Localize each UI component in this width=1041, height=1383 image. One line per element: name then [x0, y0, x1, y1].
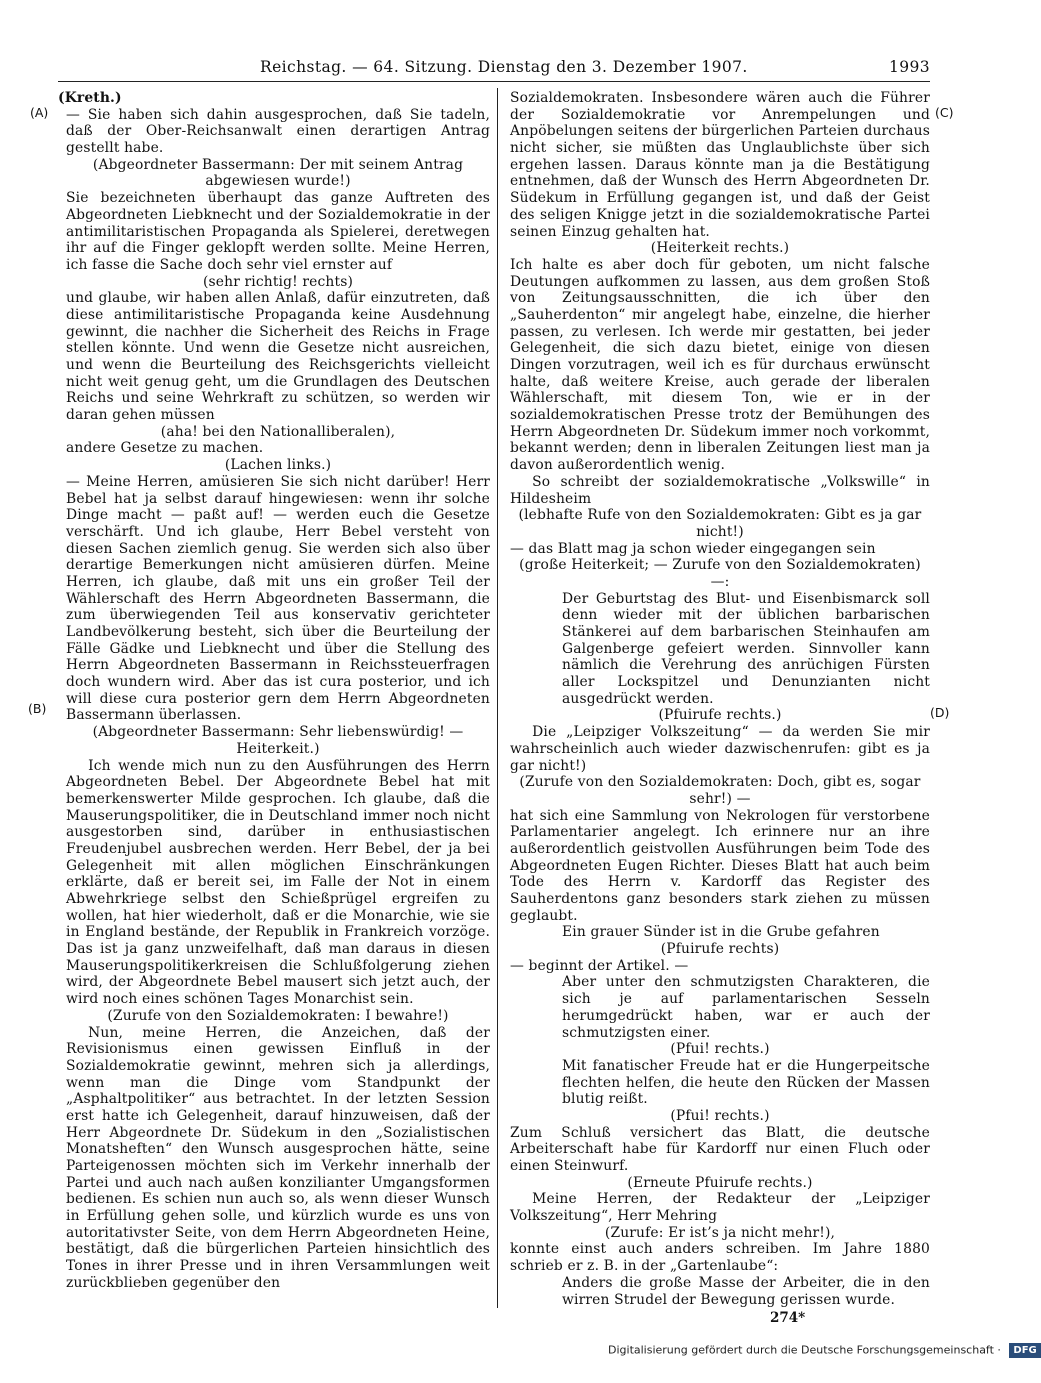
paragraph: So schreibt der sozialdemokratische „Volkswille“ in Hildesheim [510, 473, 930, 507]
credit-text: Digitalisierung gefördert durch die Deutsche Forschungsgemeinschaft · [608, 1343, 1001, 1357]
interjection: (Lachen links.) [224, 457, 332, 474]
interjection: (Abgeordneter Bassermann: Sehr liebenswürdig! — Heiterkeit.) [92, 724, 464, 757]
interjection: (sehr richtig! rechts) [202, 273, 353, 290]
quotation: Der Geburtstag des Blut- und Eisenbismarck soll denn wieder mit der üblichen barbarischen Stänkerei auf dem barbarischen Steinhaufen am Galgenberge gefeiert werden. Sinnvoller kann nämlich die Verehrung des anrüchigen Fürsten aller Lockspitzel und Denunzianten nicht ausgedrückt werden. [562, 590, 930, 707]
paragraph: Meine Herren, der Redakteur der „Leipziger Volkszeitung“, Herr Mehring [510, 1191, 930, 1225]
left-column [58, 90, 490, 1292]
interjection: (Abgeordneter Bassermann: Der mit seinem Antrag abgewiesen wurde!) [92, 156, 464, 190]
interjection: (Pfuirufe rechts) [660, 941, 780, 958]
column-divider [497, 88, 498, 1308]
dfg-logo: DFG [1009, 1343, 1040, 1358]
page-number: 1993 [888, 58, 930, 76]
paragraph: — Sie haben sich dahin ausgesprochen, daß Sie tadeln, daß der Ober-Reichsanwalt einen derartigen Antrag gestellt habe. [66, 106, 490, 157]
speaker-label: (Kreth.) [58, 90, 122, 106]
paragraph: — Meine Herren, amüsieren Sie sich nicht darüber! Herr Bebel hat ja selbst darauf hingewiesen: wenn ihr solche Dinge macht — paßt auf! — werden euch die Gesetze verschärft. Und ich glaube, Herr Bebel versteht von diesen Sachen ziemlich genug. Sie werden sich also über derartige Bemerkungen nicht amüsieren dürfen. Meine Herren, ich glaube, daß mit uns ein großer Teil der Wählerschaft des Herrn Abgeordneten Bassermann, die zum überwiegenden Teil aus konservativ gerichteter Landbevölkerung besteht, sich über die Beurteilung der Fälle Gädke und Liebknecht und über die Stellung des Herrn Abgeordneten Bassermann in Reichssteuerfragen doch wundern wird. Aber das ist cura posterior, und ich will diese cura posterior gern dem Herrn Abgeordneten Bassermann überlassen. [66, 473, 490, 724]
paragraph: hat sich eine Sammlung von Nekrologen für verstorbene Parlamentarier angelegt. Ich erinnere nur an ihre außerordentlich geistvollen Ausführungen beim Tode des Abgeordneten Eugen Richter. Dieses Blatt hat auch beim Tode des Herrn v. Kardorff das Register des Sauherdentons ganz besonders stark ziehen zu müssen geglaubt. [510, 807, 930, 924]
interjection: (Zurufe von den Sozialdemokraten: Doch, gibt es, sogar sehr!) — [519, 774, 921, 807]
interjection: (Pfui! rechts.) [670, 1107, 770, 1124]
quotation: Mit fanatischer Freude hat er die Hungerpeitsche flechten helfen, die heute den Rücken der Massen blutig reißt. [562, 1057, 930, 1108]
paragraph: Ich wende mich nun zu den Ausführungen des Herrn Abgeordneten Bebel. Der Abgeordnete Bebel hat mit bemerkenswerter Milde gesprochen. Ich glaube, daß die Mauserungspolitiker, die in Deutschland immer noch nicht ausgestorben sind, darüber in enthusiastischen Freudenjubel ausbrechen werden. Herr Bebel, der ja bei Gelegenheit mit allen möglichen Einschränkungen erklärte, daß er bereit sei, im Falle der Not in einem Abwehrkriege selbst den Schießprügel ergreifen zu wollen, hat hier wiederholt, daß er die Monarchie, wie sie in England bestände, der Republik in Frankreich vorzöge. Das ist ja ganz unzweifelhaft, daß man daraus in diesen Mauserungspolitikerkreisen die Schlußfolgerung ziehen wird, der Abgeordnete Bebel mausert sich jetzt auch, der wird noch eines schönen Tages Monarchist sein. [66, 757, 490, 1008]
paragraph: Zum Schluß versichert das Blatt, die deutsche Arbeiterschaft habe für Kardorff nur einen Fluch oder einen Steinwurf. [510, 1124, 930, 1174]
paragraph: Ich halte es aber doch für geboten, um nicht falsche Deutungen aufkommen zu lassen, aus dem großen Stoß von Zeitungsausschnitten, die ich über den „Sauherdenton“ mir angelegt habe, einzelne, die hierher passen, zu verlesen. Ich werde mir gestatten, bei jeder Gelegenheit, die sich dazu bietet, einige von diesen Dingen vorzutragen, weil ich es für durchaus erwünscht halte, daß weitere Kreise, auch gerade der liberalen Wählerschaft, mit diesem Ton, wie er in der sozialdemokratischen Presse trotz der Bemühungen des Herrn Abgeordneten Dr. Südekum immer noch vorkommt, bekannt werden; denn in liberalen Zeitungen liest man ja davon außerordentlich wenig. [510, 256, 930, 474]
margin-marker-b: (B) [28, 701, 47, 716]
interjection: (lebhafte Rufe von den Sozialdemokraten: Gibt es ja gar nicht!) [518, 507, 922, 540]
interjection: (Pfui! rechts.) [670, 1041, 770, 1058]
interjection: (Pfuirufe rechts.) [658, 707, 782, 724]
paragraph: konnte einst auch anders schreiben. Im Jahre 1880 schrieb er z. B. in der „Gartenlaube“: [510, 1241, 930, 1275]
quotation: Aber unter den schmutzigsten Charakteren, die sich je auf parlamentarischen Sesseln herumgedrückt haben, war er auch der schmutzigsten einer. [562, 974, 930, 1041]
quotation: Anders die große Masse der Arbeiter, die in den wirren Strudel der Bewegung gerissen wurde. [562, 1274, 930, 1308]
paragraph: Sie bezeichneten überhaupt das ganze Auftreten des Abgeordneten Liebknecht und der Sozialdemokratie in der antimilitaristischen Propaganda als Spielerei, deretwegen ihr auf die Finger geklopft werden sollte. Meine Herren, ich fasse die Sache doch sehr viel ernster auf [66, 190, 490, 273]
interjection: (Heiterkeit rechts.) [650, 240, 790, 257]
paragraph: Sozialdemokraten. Insbesondere wären auch die Führer der Sozialdemokratie vor Anrempelungen und Anpöbelungen seitens der bürgerlichen Parteien durchaus nicht sicher, sie müßten das Unglaublichste über sich ergehen lassen. Daraus könnte man ja die Bestätigung entnehmen, daß der Wunsch des Herrn Abgeordneten Dr. Südekum in Erfüllung gegangen ist, und daß der Geist des seligen Knigge jetzt in die sozialdemokratische Partei seinen Einzug gehalten hat. [510, 90, 930, 240]
margin-marker-a: (A) [30, 105, 49, 120]
interjection: (große Heiterkeit; — Zurufe von den Sozialdemokraten) —: [519, 557, 921, 590]
signature-mark: 274* [770, 1310, 806, 1326]
margin-marker-d: (D) [930, 705, 950, 720]
paragraph: — beginnt der Artikel. — [510, 957, 689, 974]
paragraph: andere Gesetze zu machen. [66, 440, 264, 457]
header-rule [58, 81, 930, 82]
paragraph: und glaube, wir haben allen Anlaß, dafür einzutreten, daß diese antimilitaristische Propaganda keine Ausdehnung gewinnt, die nachher die Sicherheit des Reichs in Frage stellen könnte. Und wenn die Gesetze nicht ausreichen, und wenn die Beurteilung des Reichsgerichts vielleicht nicht weit genug geht, um die Grundlagen des Deutschen Reichs und seine Wehrkraft zu schützen, so werden wir daran gehen müssen [66, 290, 490, 424]
page-title: Reichstag. — 64. Sitzung. Dienstag den 3. Dezember 1907. [260, 58, 748, 76]
interjection: (Zurufe: Er ist’s ja nicht mehr!), [604, 1224, 836, 1241]
interjection: (aha! bei den Nationalliberalen), [160, 423, 396, 440]
paragraph: Die „Leipziger Volkszeitung“ — da werden Sie mir wahrscheinlich auch wieder dazwischenrufen: gibt es ja gar nicht!) [510, 724, 930, 774]
right-column [510, 90, 930, 1308]
margin-marker-c: (C) [935, 105, 954, 120]
paragraph: Nun, meine Herren, die Anzeichen, daß der Revisionismus einen gewissen Einfluß in der Sozialdemokratie gewinnt, mehren sich ja allerdings, wenn man die Dinge vom Standpunkt der „Asphaltpolitiker“ aus betrachtet. In der letzten Session erst hatte ich Gelegenheit, darauf hinzuweisen, daß der Herr Abgeordnete Dr. Südekum in den „Sozialistischen Monatsheften“ den Wunsch ausgesprochen hätte, seine Parteigenossen möchten sich im Verkehr innerhalb der Partei und auch nach außen konzilianter Umgangsformen bedienen. Es schien nun auch so, als wenn dieser Wunsch in Erfüllung gehen solle, und kürzlich wurde es uns von autoritativster Seite, von dem Herrn Abgeordneten Heine, bestätigt, daß die bürgerlichen Parteien hinsichtlich des Tones in ihrer Presse und in ihren Versammlungen weit zurückblieben gegenüber den [66, 1024, 490, 1291]
interjection: (Erneute Pfuirufe rechts.) [627, 1174, 813, 1191]
paragraph: — das Blatt mag ja schon wieder eingegangen sein [510, 540, 876, 557]
quotation: Ein grauer Sünder ist in die Grube gefahren [562, 924, 880, 941]
page-header [60, 58, 930, 80]
digitization-credit [608, 1343, 1041, 1358]
interjection: (Zurufe von den Sozialdemokraten: I bewahre!) [107, 1007, 449, 1024]
